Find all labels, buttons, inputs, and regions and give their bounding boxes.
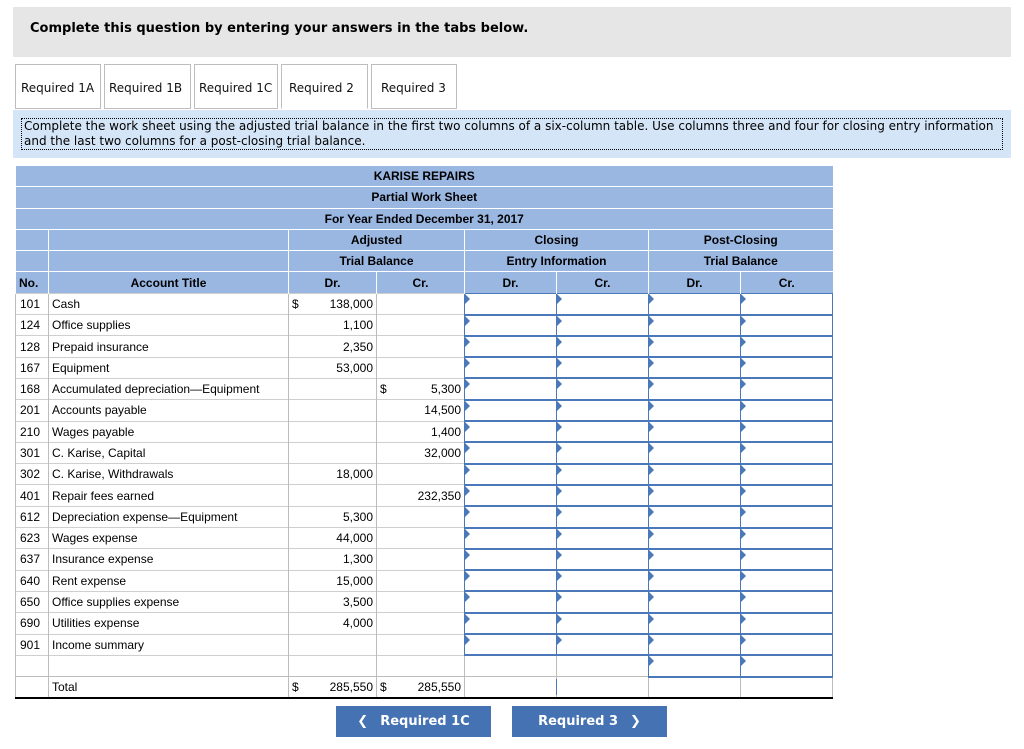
post-closing-dr-cell[interactable] xyxy=(649,378,741,399)
account-row xyxy=(16,293,833,314)
adjusted-dr xyxy=(289,485,377,506)
adjusted-dr xyxy=(289,421,377,442)
work-sheet-table xyxy=(15,165,833,699)
post-closing-cr-input[interactable] xyxy=(744,593,829,611)
post-closing-dr-cell[interactable] xyxy=(649,336,741,357)
closing-dr-input[interactable] xyxy=(468,465,553,483)
post-closing-dr-input[interactable] xyxy=(652,550,737,568)
adjusted-dr: 2,350 xyxy=(289,336,377,357)
total-post-dr xyxy=(649,677,741,698)
next-button[interactable] xyxy=(512,706,667,737)
post-closing-cr-cell[interactable] xyxy=(741,634,833,655)
post-closing-cr-cell[interactable] xyxy=(741,613,833,634)
adjusted-cr xyxy=(377,506,465,527)
post-closing-dr-cell[interactable] xyxy=(649,400,741,421)
post-closing-dr-input[interactable] xyxy=(652,401,737,419)
closing-cr-cell[interactable] xyxy=(557,549,649,570)
post-closing-cr-input[interactable] xyxy=(744,572,829,590)
total-closing-dr xyxy=(465,677,557,698)
post-closing-dr-input[interactable] xyxy=(652,572,737,590)
account-title: Office supplies expense xyxy=(49,591,289,612)
post-closing-cr-cell[interactable] xyxy=(741,591,833,612)
adjusted-cr xyxy=(377,336,465,357)
post-closing-cr-input[interactable] xyxy=(744,487,829,505)
adjusted-cr: 232,350 xyxy=(377,485,465,506)
closing-dr-input[interactable] xyxy=(468,550,553,568)
post-closing-dr-input[interactable] xyxy=(652,508,737,526)
blank-cell xyxy=(49,251,289,272)
account-row xyxy=(16,442,833,463)
closing-dr-input[interactable] xyxy=(468,316,553,334)
account-title: Equipment xyxy=(49,357,289,378)
post-closing-cr-cell[interactable] xyxy=(741,357,833,378)
closing-cr-input[interactable] xyxy=(560,423,645,441)
post-closing-dr-cell[interactable] xyxy=(649,357,741,378)
account-title: Cash xyxy=(49,293,289,314)
adjusted-dr xyxy=(289,442,377,463)
post-closing-cr-cell[interactable] xyxy=(741,378,833,399)
question-banner: Complete this question by entering your answers in the tabs below. xyxy=(13,7,1011,57)
total-adjusted-dr xyxy=(289,677,377,698)
post-closing-cr-cell[interactable] xyxy=(741,315,833,336)
post-closing-cr-input[interactable] xyxy=(744,508,829,526)
closing-dr-input[interactable] xyxy=(468,380,553,398)
adjusted-cr xyxy=(377,634,465,655)
account-number: 201 xyxy=(16,400,49,421)
post-closing-cr-input[interactable] xyxy=(744,465,829,483)
account-row xyxy=(16,613,833,634)
closing-cr-cell[interactable] xyxy=(557,464,649,485)
account-title: C. Karise, Capital xyxy=(49,442,289,463)
post-closing-dr-cell[interactable] xyxy=(649,464,741,485)
tab-required-3[interactable]: Required 3 xyxy=(371,64,457,109)
account-row xyxy=(16,570,833,591)
col-closing-cr: Cr. xyxy=(557,272,649,293)
post-closing-cr-cell[interactable] xyxy=(741,400,833,421)
col-no: No. xyxy=(16,272,49,293)
post-closing-cr-input[interactable] xyxy=(744,380,829,398)
account-title: C. Karise, Withdrawals xyxy=(49,464,289,485)
adjusted-dr: 44,000 xyxy=(289,528,377,549)
col-closing-dr: Dr. xyxy=(465,272,557,293)
closing-dr-input[interactable] xyxy=(468,338,553,356)
closing-cr-input[interactable] xyxy=(560,380,645,398)
account-row xyxy=(16,634,833,655)
closing-dr-input[interactable] xyxy=(468,572,553,590)
adjusted-dr: 3,500 xyxy=(289,591,377,612)
closing-cr-cell xyxy=(557,655,649,676)
col-post-dr: Dr. xyxy=(649,272,741,293)
post-closing-dr-cell[interactable] xyxy=(649,421,741,442)
blank-cell xyxy=(16,677,49,698)
account-title: Depreciation expense—Equipment xyxy=(49,506,289,527)
currency-sign: $ xyxy=(292,296,299,311)
closing-cr-input[interactable] xyxy=(560,550,645,568)
col-account-title: Account Title xyxy=(49,272,289,293)
account-row xyxy=(16,357,833,378)
adjusted-cr: 32,000 xyxy=(377,442,465,463)
currency-sign: $ xyxy=(292,680,299,695)
sheet-title: Partial Work Sheet xyxy=(16,187,833,208)
account-number: 210 xyxy=(16,421,49,442)
adjusted-dr xyxy=(289,293,377,314)
account-title: Wages expense xyxy=(49,528,289,549)
post-closing-cr-input[interactable] xyxy=(744,444,829,462)
closing-dr-cell[interactable] xyxy=(465,357,557,378)
post-closing-dr-input[interactable] xyxy=(652,657,737,675)
account-number: 167 xyxy=(16,357,49,378)
account-title: Income summary xyxy=(49,634,289,655)
post-closing-cr-cell[interactable] xyxy=(741,421,833,442)
closing-dr-cell[interactable] xyxy=(465,549,557,570)
closing-cr-input[interactable] xyxy=(560,316,645,334)
closing-cr-cell[interactable] xyxy=(557,293,649,314)
adjusted-header: Adjusted xyxy=(289,229,465,250)
post-closing-cr-cell[interactable] xyxy=(741,655,833,676)
closing-dr-cell[interactable] xyxy=(465,613,557,634)
adjusted-cr xyxy=(377,357,465,378)
closing-cr-cell[interactable] xyxy=(557,634,649,655)
post-closing-cr-cell[interactable] xyxy=(741,293,833,314)
account-title: Office supplies xyxy=(49,315,289,336)
closing-dr-cell xyxy=(465,655,557,676)
closing-cr-cell[interactable] xyxy=(557,570,649,591)
account-title: Utilities expense xyxy=(49,613,289,634)
post-closing-dr-cell[interactable] xyxy=(649,655,741,676)
closing-cr-input[interactable] xyxy=(560,614,645,632)
account-number: 168 xyxy=(16,378,49,399)
currency-sign: $ xyxy=(380,680,387,695)
instructions-panel xyxy=(13,110,1011,158)
col-post-cr: Cr. xyxy=(741,272,833,293)
tab-bar xyxy=(15,64,460,109)
adjusted-dr xyxy=(289,400,377,421)
total-closing-cr xyxy=(557,677,649,698)
post-closing-cr-input[interactable] xyxy=(744,359,829,377)
account-title: Accumulated depreciation—Equipment xyxy=(49,378,289,399)
closing-cr-cell[interactable] xyxy=(557,357,649,378)
closing-dr-input[interactable] xyxy=(468,359,553,377)
blank-cell xyxy=(16,229,49,250)
closing-dr-input[interactable] xyxy=(468,593,553,611)
adjusted-cr xyxy=(377,378,465,399)
tab-required-1a[interactable]: Required 1A xyxy=(15,64,101,109)
closing-cr-input[interactable] xyxy=(560,529,645,547)
closing-dr-input[interactable] xyxy=(468,401,553,419)
col-adjusted-cr: Cr. xyxy=(377,272,465,293)
prev-button-label: Required 1C xyxy=(380,714,470,729)
tab-required-1c[interactable]: Required 1C xyxy=(194,64,278,109)
post-closing-dr-input[interactable] xyxy=(652,316,737,334)
post-closing-dr-input[interactable] xyxy=(652,614,737,632)
adjusted-dr xyxy=(289,655,377,676)
account-row xyxy=(16,506,833,527)
closing-dr-cell[interactable] xyxy=(465,506,557,527)
adjusted-cr xyxy=(377,570,465,591)
post-closing-dr-cell[interactable] xyxy=(649,506,741,527)
closing-dr-cell[interactable] xyxy=(465,336,557,357)
post-closing-dr-cell[interactable] xyxy=(649,613,741,634)
closing-dr-input[interactable] xyxy=(468,508,553,526)
post-closing-cr-cell[interactable] xyxy=(741,464,833,485)
closing-cr-input[interactable] xyxy=(560,338,645,356)
closing-cr-cell[interactable] xyxy=(557,315,649,336)
closing-cr-cell[interactable] xyxy=(557,485,649,506)
closing-cr-input[interactable] xyxy=(560,593,645,611)
closing-dr-cell[interactable] xyxy=(465,315,557,336)
closing-dr-cell[interactable] xyxy=(465,485,557,506)
amount-value: 138,000 xyxy=(329,296,373,311)
closing-cr-input[interactable] xyxy=(560,572,645,590)
tab-required-1b[interactable]: Required 1B xyxy=(104,64,191,109)
post-closing-cr-cell[interactable] xyxy=(741,549,833,570)
closing-cr-input[interactable] xyxy=(560,359,645,377)
post-closing-cr-input[interactable] xyxy=(744,636,829,654)
closing-dr-input[interactable] xyxy=(468,295,553,313)
post-closing-dr-input[interactable] xyxy=(652,444,737,462)
chevron-right-icon: ❯ xyxy=(630,714,641,729)
post-closing-cr-input[interactable] xyxy=(744,550,829,568)
closing-dr-cell[interactable] xyxy=(465,570,557,591)
closing-cr-cell[interactable] xyxy=(557,613,649,634)
sheet-period: For Year Ended December 31, 2017 xyxy=(16,208,833,229)
adjusted-cr xyxy=(377,591,465,612)
adjusted-cr xyxy=(377,613,465,634)
instructions-text: Complete the work sheet using the adjusted trial balance in the first two columns of a six-column table. Use columns three and four for closing entry information and the last two columns for a post-closing trial balance. xyxy=(21,118,1003,150)
account-title: Wages payable xyxy=(49,421,289,442)
post-closing-cr-input[interactable] xyxy=(744,423,829,441)
post-closing-cr-cell[interactable] xyxy=(741,442,833,463)
post-closing-dr-input[interactable] xyxy=(652,529,737,547)
closing-cr-input[interactable] xyxy=(560,465,645,483)
post-closing-dr-cell[interactable] xyxy=(649,634,741,655)
post-closing-dr-cell[interactable] xyxy=(649,442,741,463)
chevron-left-icon: ❮ xyxy=(357,714,369,729)
adjusted-cr xyxy=(377,293,465,314)
closing-cr-input[interactable] xyxy=(560,508,645,526)
total-row xyxy=(16,677,833,698)
account-number: 124 xyxy=(16,315,49,336)
post-closing-dr-input[interactable] xyxy=(652,338,737,356)
account-row xyxy=(16,528,833,549)
adjusted-cr: 14,500 xyxy=(377,400,465,421)
closing-dr-cell[interactable] xyxy=(465,400,557,421)
closing-dr-cell[interactable] xyxy=(465,634,557,655)
account-number: 128 xyxy=(16,336,49,357)
adjusted-subheader: Trial Balance xyxy=(289,251,465,272)
blank-cell xyxy=(49,229,289,250)
closing-subheader: Entry Information xyxy=(465,251,649,272)
account-number: 650 xyxy=(16,591,49,612)
blank-cell xyxy=(16,251,49,272)
account-row xyxy=(16,591,833,612)
post-closing-dr-cell[interactable] xyxy=(649,570,741,591)
post-closing-cr-cell[interactable] xyxy=(741,336,833,357)
adjusted-dr xyxy=(289,634,377,655)
closing-cr-cell[interactable] xyxy=(557,336,649,357)
post-closing-dr-input[interactable] xyxy=(652,380,737,398)
account-row xyxy=(16,485,833,506)
account-row xyxy=(16,336,833,357)
adjusted-cr xyxy=(377,528,465,549)
post-closing-dr-input[interactable] xyxy=(652,593,737,611)
adjusted-dr xyxy=(289,378,377,399)
total-cr-value: 285,550 xyxy=(417,680,461,695)
account-number: 301 xyxy=(16,442,49,463)
closing-dr-cell[interactable] xyxy=(465,442,557,463)
closing-dr-input[interactable] xyxy=(468,636,553,654)
account-number: 101 xyxy=(16,293,49,314)
post-closing-dr-input[interactable] xyxy=(652,487,737,505)
account-title: Repair fees earned xyxy=(49,485,289,506)
post-closing-cr-cell[interactable] xyxy=(741,485,833,506)
post-closing-dr-input[interactable] xyxy=(652,423,737,441)
post-closing-subheader: Trial Balance xyxy=(649,251,833,272)
account-number: 623 xyxy=(16,528,49,549)
prev-button[interactable] xyxy=(336,706,491,737)
closing-dr-cell[interactable] xyxy=(465,591,557,612)
adjusted-cr xyxy=(377,549,465,570)
closing-dr-input[interactable] xyxy=(468,423,553,441)
account-number: 640 xyxy=(16,570,49,591)
closing-dr-cell[interactable] xyxy=(465,378,557,399)
post-closing-dr-cell[interactable] xyxy=(649,293,741,314)
post-closing-cr-input[interactable] xyxy=(744,529,829,547)
closing-dr-cell[interactable] xyxy=(465,421,557,442)
account-title: Accounts payable xyxy=(49,400,289,421)
post-closing-dr-cell[interactable] xyxy=(649,549,741,570)
account-row xyxy=(16,464,833,485)
adjusted-dr: 1,100 xyxy=(289,315,377,336)
account-title: Prepaid insurance xyxy=(49,336,289,357)
post-closing-header: Post-Closing xyxy=(649,229,833,250)
company-name: KARISE REPAIRS xyxy=(16,166,833,187)
currency-sign: $ xyxy=(380,382,387,397)
closing-dr-cell[interactable] xyxy=(465,528,557,549)
closing-cr-cell[interactable] xyxy=(557,591,649,612)
adjusted-cr xyxy=(377,464,465,485)
adjusted-cr: 1,400 xyxy=(377,421,465,442)
post-closing-dr-cell[interactable] xyxy=(649,528,741,549)
post-closing-cr-input[interactable] xyxy=(744,338,829,356)
account-row xyxy=(16,655,833,676)
total-label: Total xyxy=(49,677,289,698)
closing-cr-cell[interactable] xyxy=(557,400,649,421)
account-title: Insurance expense xyxy=(49,549,289,570)
post-closing-dr-cell[interactable] xyxy=(649,485,741,506)
adjusted-dr: 53,000 xyxy=(289,357,377,378)
closing-cr-input[interactable] xyxy=(560,295,645,313)
closing-cr-input[interactable] xyxy=(560,636,645,654)
tab-required-2[interactable]: Required 2 xyxy=(281,64,368,109)
closing-cr-input[interactable] xyxy=(560,401,645,419)
account-number: 690 xyxy=(16,613,49,634)
account-title: Rent expense xyxy=(49,570,289,591)
account-row xyxy=(16,378,833,399)
account-number xyxy=(16,655,49,676)
adjusted-dr: 5,300 xyxy=(289,506,377,527)
closing-cr-cell[interactable] xyxy=(557,528,649,549)
closing-dr-cell[interactable] xyxy=(465,464,557,485)
total-dr-value: 285,550 xyxy=(329,680,373,695)
closing-dr-input[interactable] xyxy=(468,487,553,505)
post-closing-dr-input[interactable] xyxy=(652,359,737,377)
closing-cr-input[interactable] xyxy=(560,444,645,462)
post-closing-cr-cell[interactable] xyxy=(741,506,833,527)
closing-cr-cell[interactable] xyxy=(557,421,649,442)
account-number: 637 xyxy=(16,549,49,570)
total-adjusted-cr xyxy=(377,677,465,698)
adjusted-dr: 4,000 xyxy=(289,613,377,634)
post-closing-cr-input[interactable] xyxy=(744,657,829,675)
post-closing-dr-input[interactable] xyxy=(652,465,737,483)
closing-cr-cell[interactable] xyxy=(557,442,649,463)
adjusted-cr xyxy=(377,315,465,336)
account-number: 302 xyxy=(16,464,49,485)
account-title xyxy=(49,655,289,676)
account-number: 401 xyxy=(16,485,49,506)
post-closing-dr-cell[interactable] xyxy=(649,315,741,336)
account-row xyxy=(16,315,833,336)
col-adjusted-dr: Dr. xyxy=(289,272,377,293)
closing-dr-cell[interactable] xyxy=(465,293,557,314)
account-number: 612 xyxy=(16,506,49,527)
post-closing-dr-cell[interactable] xyxy=(649,591,741,612)
post-closing-cr-input[interactable] xyxy=(744,614,829,632)
post-closing-dr-input[interactable] xyxy=(652,636,737,654)
next-button-label: Required 3 xyxy=(538,714,619,729)
post-closing-cr-cell[interactable] xyxy=(741,528,833,549)
account-row xyxy=(16,549,833,570)
total-post-cr xyxy=(741,677,833,698)
adjusted-dr: 15,000 xyxy=(289,570,377,591)
closing-cr-cell[interactable] xyxy=(557,506,649,527)
post-closing-cr-input[interactable] xyxy=(744,295,829,313)
closing-dr-input[interactable] xyxy=(468,529,553,547)
post-closing-dr-input[interactable] xyxy=(652,295,737,313)
amount-value: 5,300 xyxy=(430,382,461,397)
closing-cr-cell[interactable] xyxy=(557,378,649,399)
account-number: 901 xyxy=(16,634,49,655)
post-closing-cr-input[interactable] xyxy=(744,401,829,419)
adjusted-cr xyxy=(377,655,465,676)
post-closing-cr-input[interactable] xyxy=(744,316,829,334)
closing-dr-input[interactable] xyxy=(468,444,553,462)
adjusted-dr: 1,300 xyxy=(289,549,377,570)
account-row xyxy=(16,400,833,421)
post-closing-cr-cell[interactable] xyxy=(741,570,833,591)
closing-dr-input[interactable] xyxy=(468,614,553,632)
adjusted-dr: 18,000 xyxy=(289,464,377,485)
account-row xyxy=(16,421,833,442)
closing-cr-input[interactable] xyxy=(560,487,645,505)
closing-header: Closing xyxy=(465,229,649,250)
